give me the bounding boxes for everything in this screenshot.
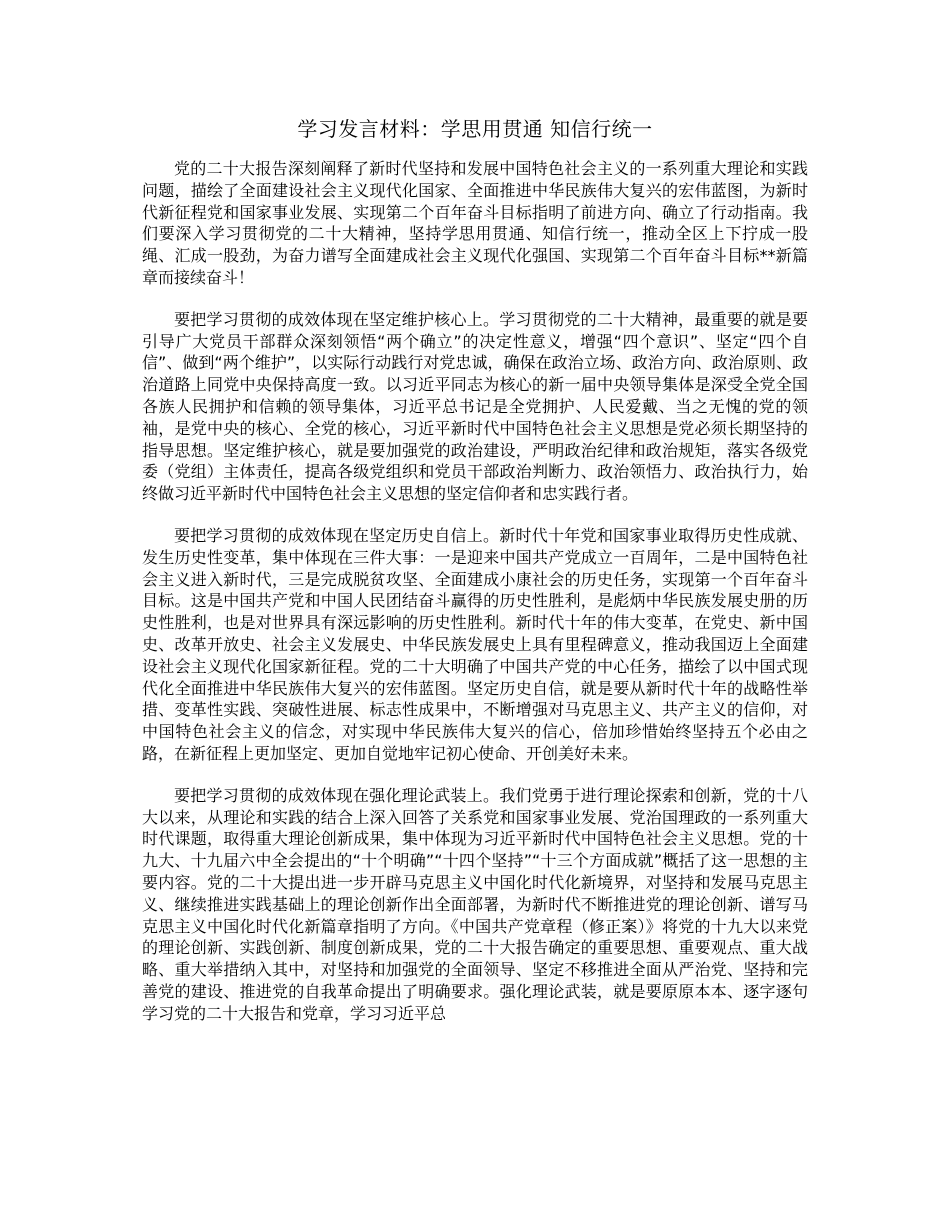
paragraph-core: 要把学习贯彻的成效体现在坚定维护核心上。学习贯彻党的二十大精神，最重要的就是要引导广大党员干部群众深刻领悟“两个确立”的决定性意义，增强“四个意识”、坚定“四个自信”、做到“两个维护”，以实际行动践行对党忠诚，确保在政治立场、政治方向、政治原则、政治道路上同党中央保持高度一致。以习近平同志为核心的新一届中央领导集体是深受全党全国各族人民拥护和信赖的领导集体，习近平总书记是全党拥护、人民爱戴、当之无愧的党的领袖，是党中央的核心、全党的核心，习近平新时代中国特色社会主义思想是党必须长期坚持的指导思想。坚定维护核心，就是要加强党的政治建设，严明政治纪律和政治规矩，落实各级党委（党组）主体责任，提高各级党组织和党员干部政治判断力、政治领悟力、政治执行力，始终做习近平新时代中国特色社会主义思想的坚定信仰者和忠实践行者。 <box>142 309 808 504</box>
paragraph-theory: 要把学习贯彻的成效体现在强化理论武装上。我们党勇于进行理论探索和创新，党的十八大以来，从理论和实践的结合上深入回答了关系党和国家事业发展、党治国理政的一系列重大时代课题，取得重大理论创新成果，集中体现为习近平新时代中国特色社会主义思想。党的十九大、十九届六中全会提出的“十个明确”“十四个坚持”“十三个方面成就”概括了这一思想的主要内容。党的二十大提出进一步开辟马克思主义中国化时代化新境界，对坚持和发展马克思主义、继续推进实践基础上的理论创新作出全面部署，为新时代不断推进党的理论创新、谱写马克思主义中国化时代化新篇章指明了方向。《中国共产党章程（修正案）》将党的十九大以来党的理论创新、实践创新、制度创新成果，党的二十大报告确定的重要思想、重要观点、重大战略、重大举措纳入其中，对坚持和加强党的全面领导、坚定不移推进全面从严治党、坚持和完善党的建设、推进党的自我革命提出了明确要求。强化理论武装，就是要原原本本、逐字逐句学习党的二十大报告和党章，学习习近平总 <box>142 785 808 1023</box>
paragraph-intro: 党的二十大报告深刻阐释了新时代坚持和发展中国特色社会主义的一系列重大理论和实践问题，描绘了全面建设社会主义现代化国家、全面推进中华民族伟大复兴的宏伟蓝图，为新时代新征程党和国家事业发展、实现第二个百年奋斗目标指明了前进方向、确立了行动指南。我们要深入学习贯彻党的二十大精神，坚持学思用贯通、知信行统一，推动全区上下拧成一股绳、汇成一股劲，为奋力谱写全面建成社会主义现代化强国、实现第二个百年奋斗目标**新篇章而接续奋斗！ <box>142 159 808 287</box>
paragraph-history: 要把学习贯彻的成效体现在坚定历史自信上。新时代十年党和国家事业取得历史性成就、发生历史性变革，集中体现在三件大事：一是迎来中国共产党成立一百周年，二是中国特色社会主义进入新时代，三是完成脱贫攻坚、全面建成小康社会的历史任务，实现第一个百年奋斗目标。这是中国共产党和中国人民团结奋斗赢得的历史性胜利，是彪炳中华民族发展史册的历史性胜利，也是对世界具有深远影响的历史性胜利。新时代十年的伟大变革，在党史、新中国史、改革开放史、社会主义发展史、中华民族发展史上具有里程碑意义，推动我国迈上全面建设社会主义现代化国家新征程。党的二十大明确了中国共产党的中心任务，描绘了以中国式现代化全面推进中华民族伟大复兴的宏伟蓝图。坚定历史自信，就是要从新时代十年的战略性举措、变革性实践、突破性进展、标志性成果中，不断增强对马克思主义、共产主义的信仰，对中国特色社会主义的信念，对实现中华民族伟大复兴的信心，倍加珍惜始终坚持五个必由之路，在新征程上更加坚定、更加自觉地牢记初心使命、开创美好未来。 <box>142 525 808 763</box>
document-title: 学习发言材料：学思用贯通 知信行统一 <box>297 117 653 141</box>
document-body <box>142 158 808 1044</box>
